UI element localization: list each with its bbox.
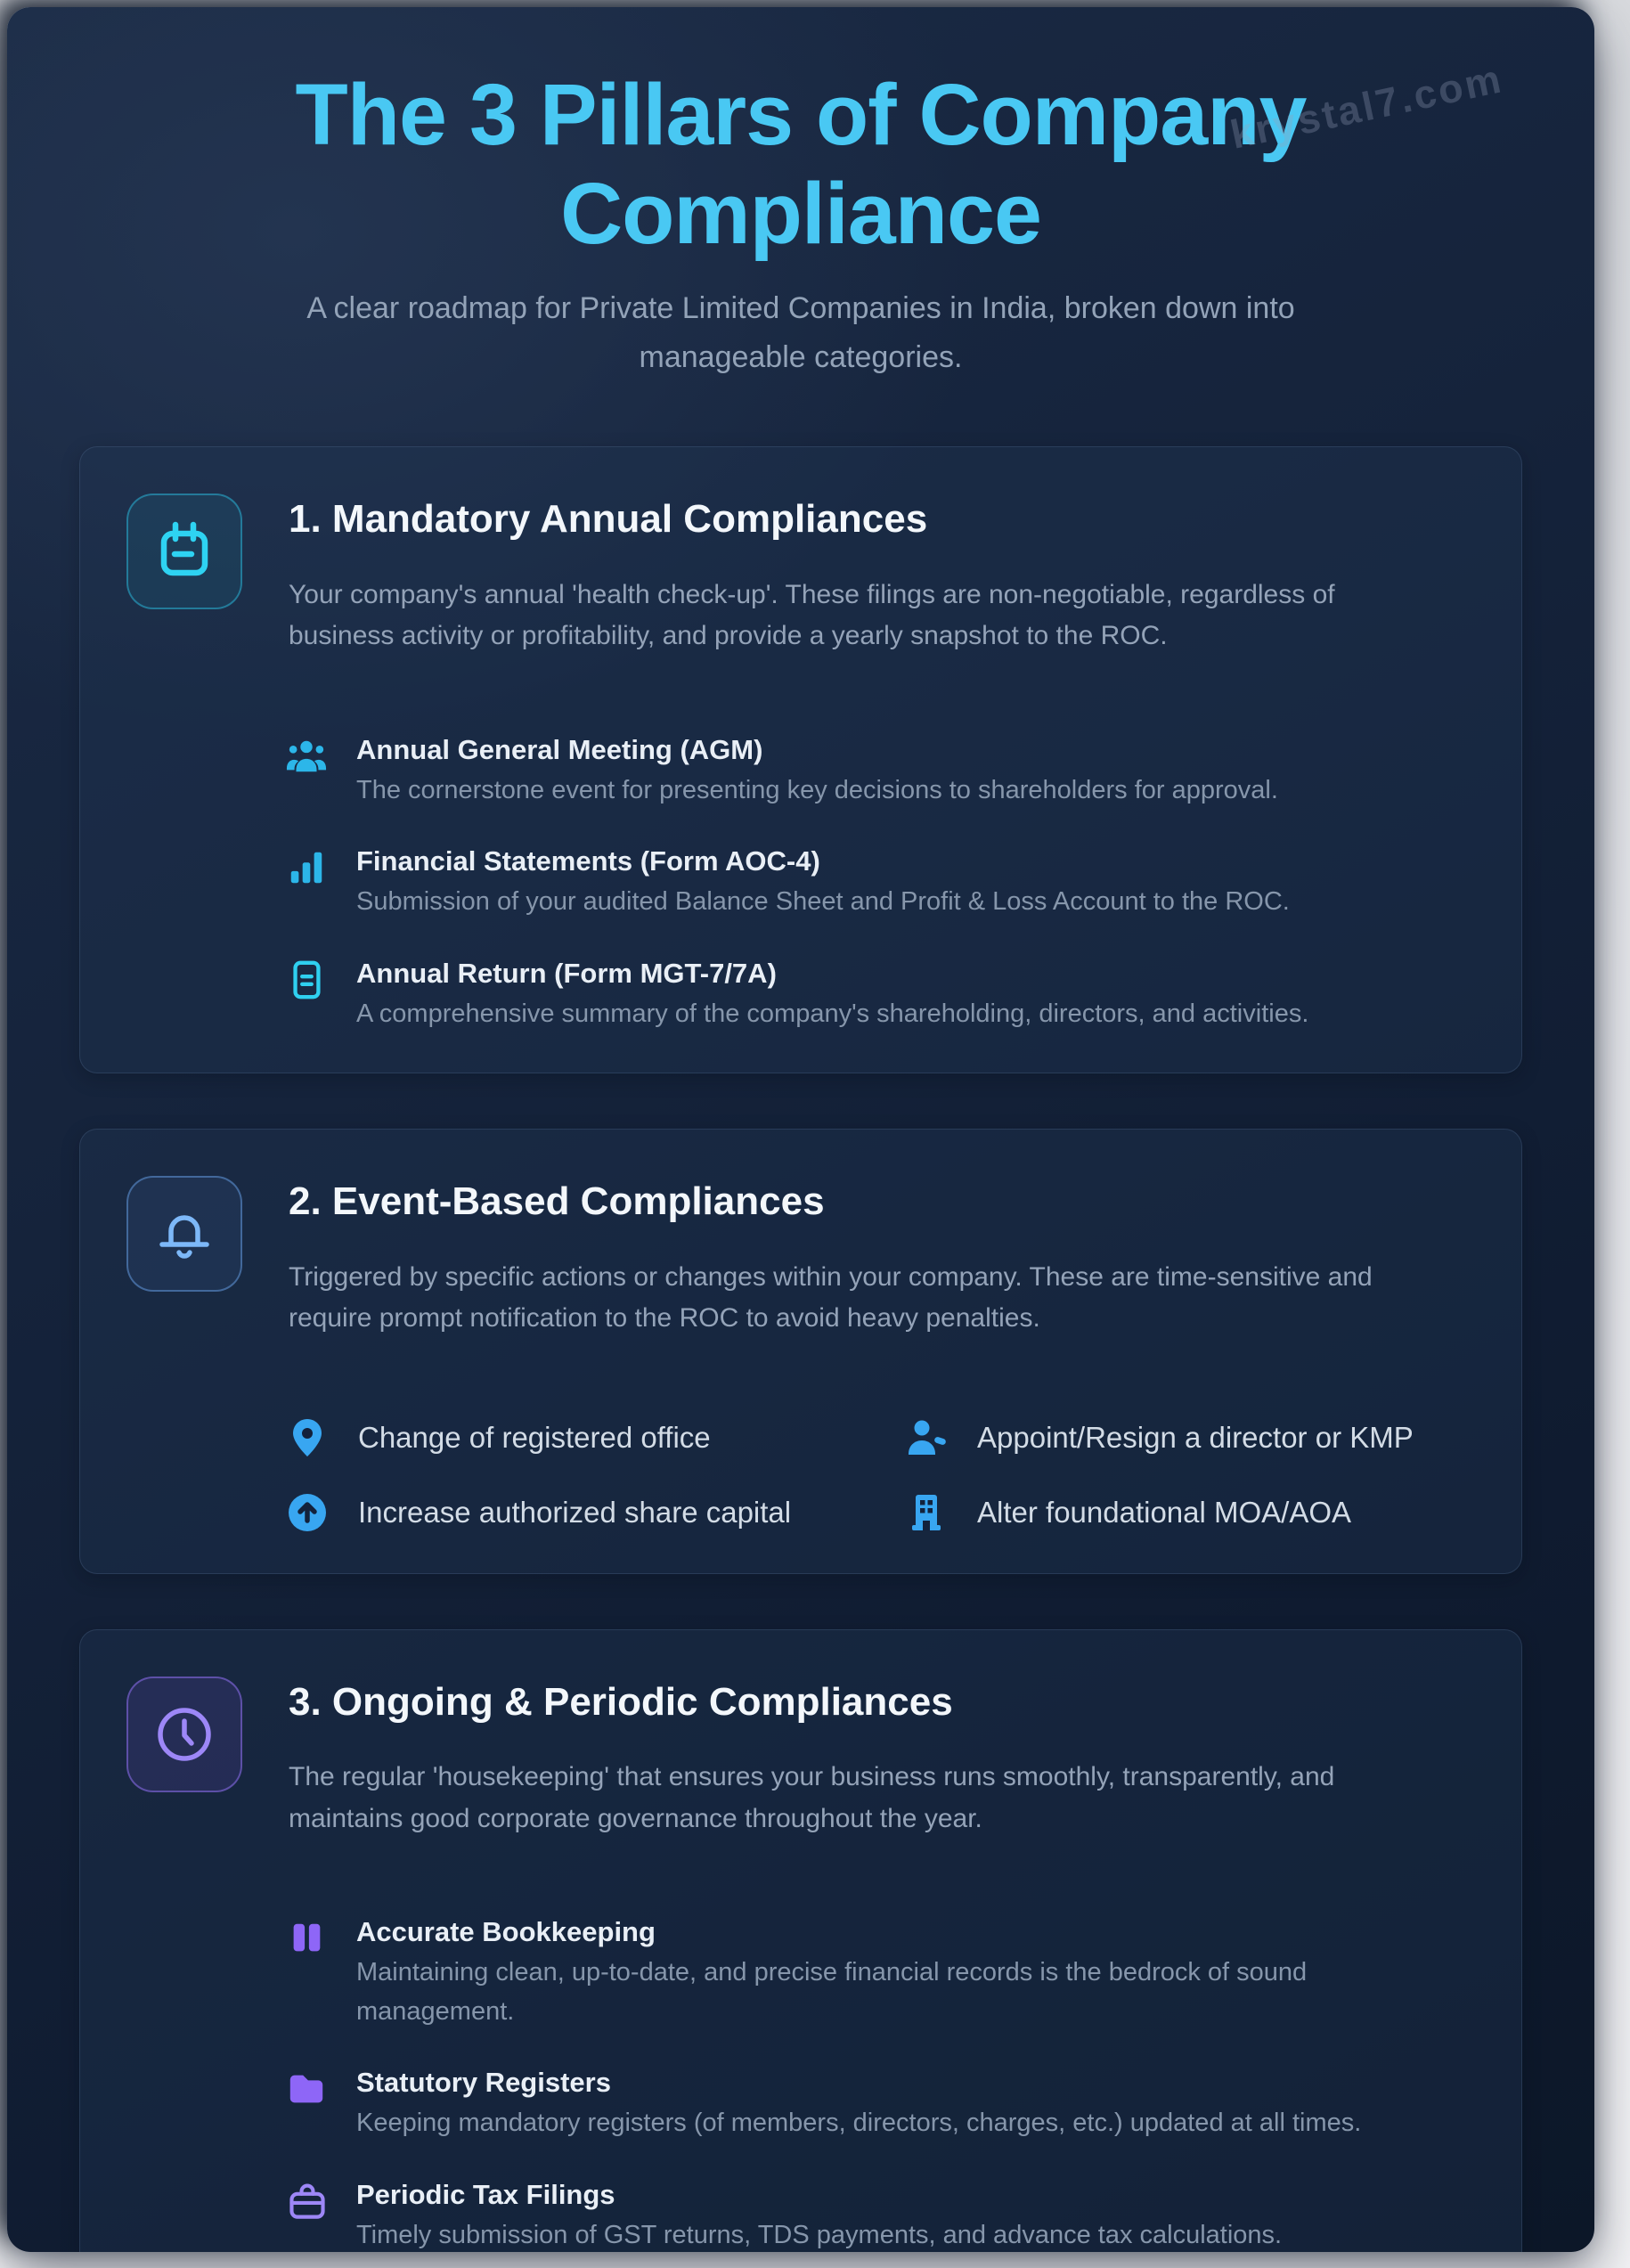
- briefcase-icon: [286, 2179, 329, 2223]
- bar-chart-icon: [286, 845, 329, 888]
- grid-item-label: Alter foundational MOA/AOA: [977, 1495, 1352, 1529]
- item-text: [356, 734, 1278, 811]
- users-icon: [286, 734, 329, 777]
- infographic-poster: [7, 7, 1594, 2252]
- card-items: [286, 734, 1468, 1034]
- list-item-agm: [286, 734, 1468, 811]
- item-text: [356, 2067, 1361, 2143]
- page-title: The 3 Pillars of Company Compliance: [295, 66, 1307, 262]
- list-item-statutory-registers: [286, 2067, 1468, 2143]
- item-description: Maintaining clean, up-to-date, and precise financial records is the bedrock of sound management.: [356, 1958, 1308, 2026]
- item-title: Statutory Registers: [356, 2067, 611, 2099]
- card-header-text: [289, 494, 1406, 684]
- folder-icon: [286, 2067, 329, 2109]
- card-description: The regular 'housekeeping' that ensures your business runs smoothly, transparently, and maintains good corporate governance throughout the year.: [289, 1762, 1335, 1833]
- item-text: [356, 845, 1290, 922]
- grid-item-share-capital: [286, 1491, 905, 1534]
- grid-item-label: Change of registered office: [358, 1420, 711, 1454]
- item-text: [356, 2179, 1282, 2252]
- item-description: Timely submission of GST returns, TDS payments, and advance tax calculations.: [356, 2220, 1283, 2249]
- book-icon: [286, 1916, 329, 1959]
- item-description: The cornerstone event for presenting key decisions to shareholders for approval.: [356, 775, 1278, 804]
- calendar-icon: [126, 494, 242, 609]
- item-description: Submission of your audited Balance Sheet and Profit & Loss Account to the ROC.: [356, 887, 1290, 917]
- list-item-financial-statements: [286, 845, 1468, 922]
- card-header: [126, 1677, 1468, 1867]
- card-ongoing-periodic: [79, 1629, 1522, 2252]
- item-text: [356, 1916, 1416, 2031]
- list-item-bookkeeping: [286, 1916, 1468, 2031]
- arrow-up-circle-icon: [286, 1491, 329, 1534]
- card-mandatory-annual: [79, 446, 1522, 1073]
- list-item-annual-return: [286, 958, 1468, 1034]
- card-header-text: [289, 1176, 1406, 1367]
- card-event-based: [79, 1129, 1522, 1574]
- grid-item-moa-aoa: [905, 1491, 1468, 1534]
- building-icon: [905, 1491, 948, 1534]
- item-title: Financial Statements (Form AOC-4): [356, 845, 820, 877]
- item-description: Keeping mandatory registers (of members, directors, charges, etc.) updated at all times.: [356, 2109, 1362, 2138]
- list-item-tax-filings: [286, 2179, 1468, 2252]
- card-header-text: [289, 1677, 1406, 1867]
- clock-icon: [126, 1677, 242, 1792]
- person-minus-icon: [905, 1416, 948, 1459]
- bell-icon: [126, 1176, 242, 1292]
- item-description: A comprehensive summary of the company's shareholding, directors, and activities.: [356, 999, 1309, 1028]
- item-title: Accurate Bookkeeping: [356, 1916, 656, 1948]
- grid-item-label: Increase authorized share capital: [358, 1495, 792, 1529]
- card-header: [126, 1176, 1468, 1367]
- document-icon: [286, 958, 329, 1000]
- item-title: Periodic Tax Filings: [356, 2178, 615, 2210]
- grid-item-label: Appoint/Resign a director or KMP: [977, 1420, 1414, 1454]
- item-text: [356, 958, 1308, 1034]
- cards-container: [7, 446, 1594, 2252]
- grid-item-registered-office: [286, 1416, 905, 1459]
- card-title: 3. Ongoing & Periodic Compliances: [289, 1679, 953, 1724]
- grid-item-director-kmp: [905, 1416, 1468, 1459]
- card-title: 2. Event-Based Compliances: [289, 1179, 825, 1224]
- card-description: Triggered by specific actions or changes within your company. These are time-sensitive and require prompt notification to the ROC to avoid heavy penalties.: [289, 1261, 1373, 1334]
- card-description: Your company's annual 'health check-up'. These filings are non-negotiable, regardless of business activity or profitability, and provide a yearly snapshot to the ROC.: [289, 579, 1335, 651]
- event-grid: [286, 1416, 1468, 1534]
- card-items: [286, 1916, 1468, 2252]
- item-title: Annual General Meeting (AGM): [356, 733, 763, 765]
- item-title: Annual Return (Form MGT-7/7A): [356, 957, 777, 989]
- card-title: 1. Mandatory Annual Compliances: [289, 497, 928, 542]
- page-subtitle: A clear roadmap for Private Limited Companies in India, broken down into manageable categories.: [306, 291, 1295, 375]
- card-header: [126, 494, 1468, 684]
- watermark: krystal7.com: [1226, 55, 1507, 158]
- location-pin-icon: [286, 1416, 329, 1459]
